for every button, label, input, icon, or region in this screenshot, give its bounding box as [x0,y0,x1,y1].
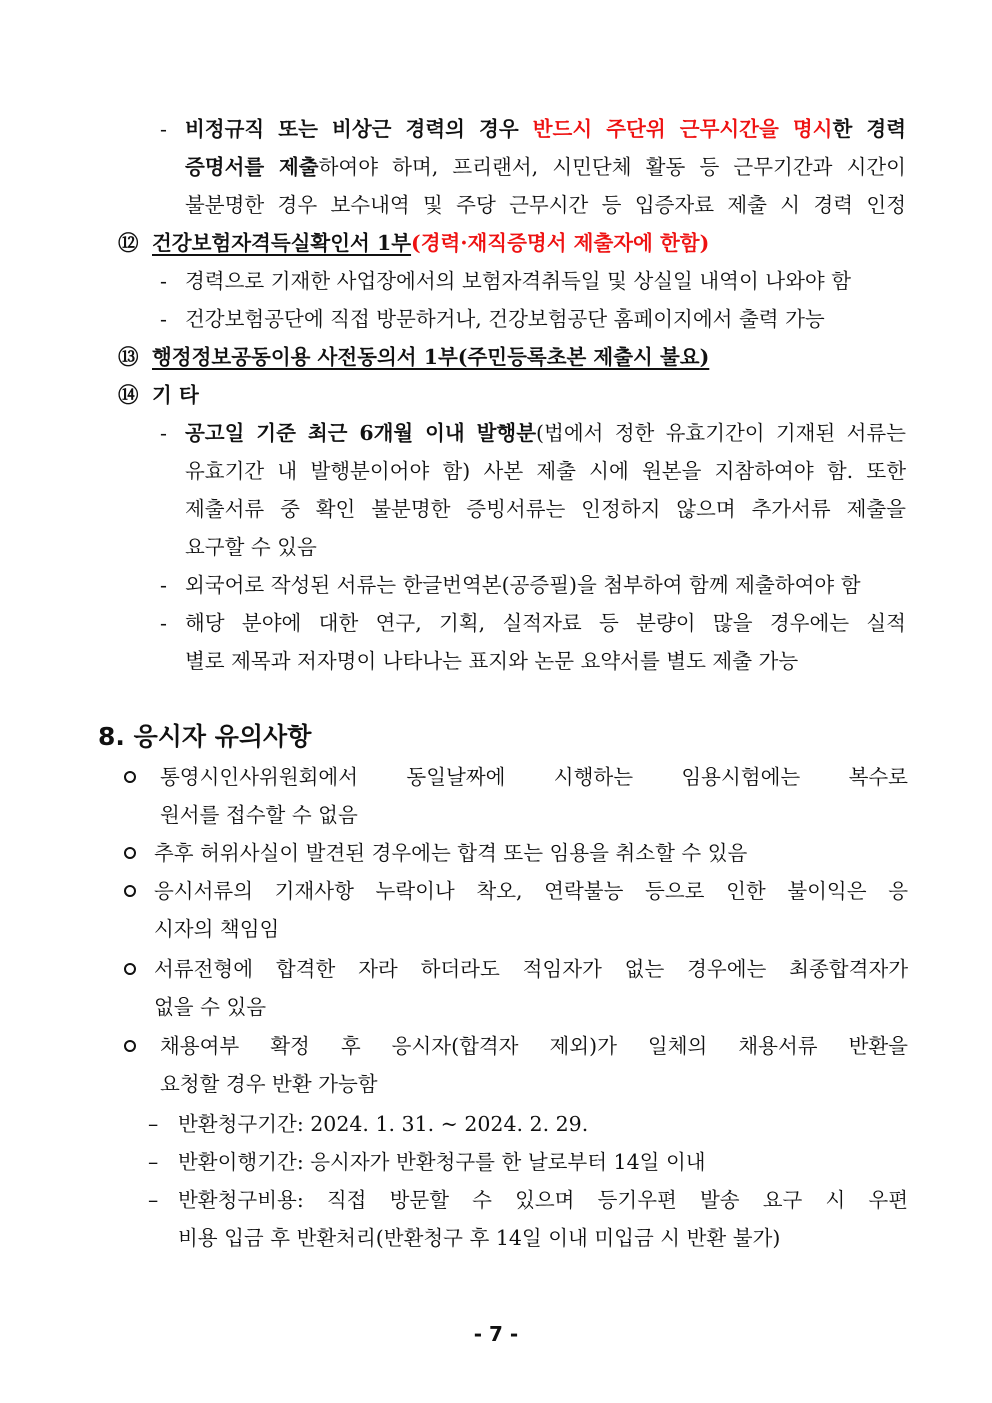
item-14-title-line [118,376,908,414]
red-emphasis: 반드시 주단위 근무시간을 명시 [532,117,833,141]
return-period-item: – 반환청구기간: 2024. 1. 31. ~ 2024. 2. 29. [148,1105,908,1143]
dash-marker: - [160,307,167,331]
item-12 [118,224,908,338]
item-14-sub-1: - 공고일 기준 최근 6개월 이내 발행분(법에서 정한 유효기간이 기재된 서류는 유효기간 내 발행분이어야 함) 사본 제출 시에 원본을 지참하여야 함. 또한 제출서류 중 확인 불분명한 증빙서류는 인정하지 않으며 추가서류 제출을 요구할 수 있음 [160,414,906,566]
page-number: - 7 - [473,1322,519,1346]
bullet-item: 통영시인사위원회에서 동일날짜에 시행하는 임용시험에는 복수로 원서를 접수할 수 없음 [118,758,908,834]
item-13 [118,338,908,376]
item-14-sub-2: - 외국어로 작성된 서류는 한글번역본(공증필)을 첨부하여 함께 제출하여야 함 [160,566,906,604]
dash-marker: – [148,1188,159,1212]
dash-marker: - [160,611,167,635]
circle-bullet-icon [124,885,136,897]
item-14-title: 기 타 [152,383,199,407]
item-12-title: 건강보험자격득실확인서 1부 [152,231,412,255]
return-execution-item: – 반환이행기간: 응시자가 반환청구를 한 날로부터 14일 이내 [148,1143,908,1181]
sub-item: - 경력으로 기재한 사업장에서의 보험자격취득일 및 상실일 내역이 나와야 함 [160,262,908,300]
paragraph-line: 불분명한 경우 보수내역 및 주당 근무시간 등 입증자료 제출 시 경력 인정 [185,193,906,217]
career-certificate-paragraph [160,110,906,224]
dash-marker: – [148,1150,159,1174]
circle-bullet-icon [124,1040,136,1052]
item-14-sub-3: - 해당 분야에 대한 연구, 기획, 실적자료 등 분량이 많을 경우에는 실적 별로 제목과 저자명이 나타나는 표지와 논문 요약서를 별도 제출 가능 [160,604,906,680]
dash-marker: – [148,1112,159,1136]
circle-bullet-icon [124,963,136,975]
return-cost-item: – 반환청구비용: 직접 방문할 수 있으며 등기우편 발송 요구 시 우편 비용 입금 후 반환처리(반환청구 후 14일 이내 미입금 시 반환 불가) [148,1181,908,1257]
sub-item: - 건강보험공단에 직접 방문하거나, 건강보험공단 홈페이지에서 출력 가능 [160,300,908,338]
dash-marker: - [160,117,167,141]
item-12-note: (경력·재직증명서 제출자에 한함) [411,231,710,255]
dash-marker: - [160,269,167,293]
bullet-item: 서류전형에 합격한 자라 하더라도 적임자가 없는 경우에는 최종합격자가 없을 수 있음 [118,950,908,1026]
circled-number-14: ⑭ [118,383,139,407]
bold-emphasis: 공고일 기준 최근 6개월 이내 발행분 [185,421,537,445]
paragraph-line: 비정규직 또는 비상근 경력의 경우 반드시 주단위 근무시간을 명시한 경력 [185,117,907,141]
item-13-title: 행정정보공동이용 사전동의서 1부(주민등록초본 제출시 불요) [152,345,710,369]
circle-bullet-icon [124,847,136,859]
section-8-heading: 8. 응시자 유의사항 [98,722,312,751]
item-13-title-line [118,338,908,376]
circled-number-12: ⑫ [118,231,139,255]
item-14 [118,376,908,414]
item-12-title-line [118,224,908,262]
bullet-item: 채용여부 확정 후 응시자(합격자 제외)가 일체의 채용서류 반환을 요청할 경우 반환 가능함 [118,1027,908,1103]
paragraph-line: 증명서를 제출하여야 하며, 프리랜서, 시민단체 활동 등 근무기간과 시간이 [185,155,906,179]
bullet-item: 추후 허위사실이 발견된 경우에는 합격 또는 임용을 취소할 수 있음 [118,834,908,872]
dash-marker: - [160,421,167,445]
bullet-item: 응시서류의 기재사항 누락이나 착오, 연락불능 등으로 인한 불이익은 응 시자의 책임임 [118,872,908,948]
circle-bullet-icon [124,771,136,783]
dash-marker: - [160,573,167,597]
circled-number-13: ⑬ [118,345,139,369]
